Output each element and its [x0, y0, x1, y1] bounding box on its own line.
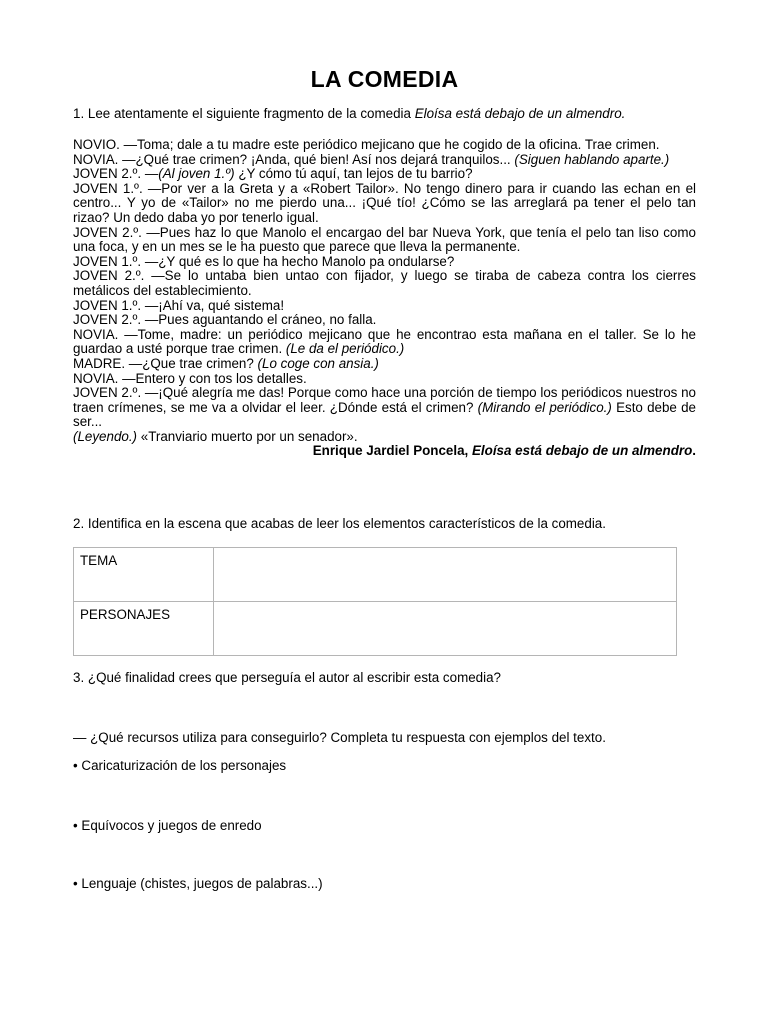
- attribution-work: Eloísa está debajo de un almendro: [472, 443, 693, 459]
- dialogue-text: JOVEN 2.º. —¡Qué alegría me das! Porque como hace una porción de tiempo los periódicos nuestros no traen crímenes, se me va a olvidar el leer. ¿Dónde está el crimen?: [73, 385, 696, 415]
- attribution-end: .: [692, 443, 696, 459]
- stage-direction: (Siguen hablando aparte.): [514, 151, 670, 167]
- question-1-work-title: Eloísa está debajo de un almendro.: [414, 106, 626, 121]
- dialogue-line: [73, 226, 696, 255]
- stage-direction: (Lo coge con ansia.): [257, 355, 379, 371]
- dialogue-text: JOVEN 2.º. —Pues haz lo que Manolo el encargao del bar Nueva York, que tenía el pelo tan liso como una foca, y en un mes se le ha puesto que parece que lleva la permanente.: [73, 224, 696, 255]
- row-label-personajes: PERSONAJES: [74, 602, 214, 656]
- dialogue-fragment: [73, 138, 696, 459]
- dialogue-line: [73, 269, 696, 298]
- dialogue-line: [73, 386, 696, 430]
- question-3-followup: — ¿Qué recursos utiliza para conseguirlo? Completa tu respuesta con ejemplos del texto.: [73, 730, 606, 745]
- comedy-elements-table: [73, 547, 677, 656]
- dialogue-text: Esto debe de ser...: [73, 399, 696, 430]
- dialogue-text: JOVEN 1.º. —¿Y qué es lo que ha hecho Manolo pa ondularse?: [73, 253, 455, 269]
- dialogue-line: [73, 313, 696, 328]
- question-1: [73, 106, 625, 121]
- bullet-language: • Lenguaje (chistes, juegos de palabras...): [73, 876, 323, 891]
- dialogue-line: [73, 299, 696, 314]
- bullet-misunderstandings: • Equívocos y juegos de enredo: [73, 818, 262, 833]
- dialogue-line: [73, 255, 696, 270]
- dialogue-line: [73, 372, 696, 387]
- dialogue-text: NOVIO. —Toma; dale a tu madre este periódico mejicano que he cogido de la oficina. Trae crimen.: [73, 137, 660, 152]
- bullet-caricature: • Caricaturización de los personajes: [73, 758, 287, 773]
- dialogue-text: JOVEN 2.º. —Pues aguantando el cráneo, no falla.: [73, 312, 377, 328]
- dialogue-line: [73, 153, 696, 168]
- dialogue-line: [73, 138, 696, 153]
- attribution-author: Enrique Jardiel Poncela,: [312, 443, 472, 459]
- row-label-tema: TEMA: [74, 548, 214, 602]
- dialogue-line: [73, 167, 696, 182]
- stage-direction: (Mirando el periódico.): [477, 399, 612, 415]
- dialogue-text: JOVEN 2.º. —: [73, 166, 159, 182]
- dialogue-text: MADRE. —¿Que trae crimen?: [73, 355, 258, 371]
- dialogue-text: ¿Y cómo tú aquí, tan lejos de tu barrio?: [234, 166, 473, 182]
- answer-cell-tema[interactable]: [214, 548, 677, 602]
- question-1-text: 1. Lee atentamente el siguiente fragmento de la comedia: [73, 106, 415, 121]
- table-row: [74, 548, 677, 602]
- attribution: [73, 444, 696, 459]
- dialogue-line: [73, 182, 696, 226]
- answer-cell-personajes[interactable]: [214, 602, 677, 656]
- dialogue-text: NOVIA. —Entero y con tos los detalles.: [73, 370, 307, 386]
- dialogue-text: JOVEN 1.º. —Por ver a la Greta y a «Robert Tailor». No tengo dinero para ir cuando las echan en el centro... Y yo de «Tailor» no me pierdo una... ¡Qué tío! ¿Cómo se las arreglará pa tener el pelo tan rizao? Un dedo daba yo por tenerlo igual.: [73, 180, 696, 225]
- question-2: 2. Identifica en la escena que acabas de leer los elementos característicos de la comedia.: [73, 516, 606, 531]
- dialogue-text: «Tranviario muerto por un senador».: [137, 428, 358, 444]
- dialogue-text: JOVEN 2.º. —Se lo untaba bien untao con fijador, y luego se tiraba de cabeza contra los cierres metálicos del establecimiento.: [73, 268, 696, 298]
- dialogue-lines: [73, 138, 696, 444]
- page-title: LA COMEDIA: [310, 66, 459, 92]
- dialogue-line: [73, 328, 696, 357]
- dialogue-text: JOVEN 1.º. —¡Ahí va, qué sistema!: [73, 297, 285, 313]
- dialogue-text: NOVIA. —Tome, madre: un periódico mejicano que he encontrao esta mañana en el taller. Se lo he guardao a usté porque trae crimen.: [73, 326, 696, 357]
- dialogue-line: [73, 357, 696, 372]
- stage-direction: (Al joven 1.º): [158, 166, 235, 182]
- question-3: 3. ¿Qué finalidad crees que perseguía el autor al escribir esta comedia?: [73, 670, 501, 685]
- dialogue-line: [73, 430, 696, 445]
- dialogue-text: NOVIA. —¿Qué trae crimen? ¡Anda, qué bien! Así nos dejará tranquilos...: [73, 151, 515, 167]
- table-row: [74, 602, 677, 656]
- stage-direction: (Le da el periódico.): [285, 341, 405, 357]
- stage-direction: (Leyendo.): [73, 428, 138, 444]
